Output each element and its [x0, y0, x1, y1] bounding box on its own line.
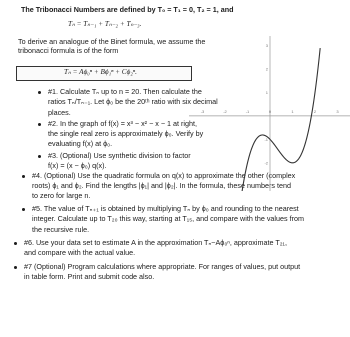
- item-5-line-3: the recursive rule.: [32, 225, 90, 234]
- item-6-line-2: and compare with the actual value.: [24, 248, 136, 257]
- bullet-dot: [14, 242, 17, 245]
- x-tick-label: -2: [223, 108, 227, 114]
- item-4-line-1: #4. (Optional) Use the quadratic formula on q(x) to approximate the other (complex: [32, 171, 296, 180]
- item-7-line-2: in table form. Print and submit code also.: [24, 272, 155, 281]
- intro-line-1: The Tribonacci Numbers are defined by T₀ = T₁ = 0, T₂ = 1, and: [21, 5, 234, 14]
- item-5-line-1: #5. The value of Tₙ₊₁ is obtained by multiplying Tₙ by ϕ₀ and rounding to the nearest: [32, 204, 299, 213]
- item-6-line-1: #6. Use your data set to estimate A in the approximation Tₙ~Aϕ₀ⁿ, approximate T₂₁,: [24, 238, 287, 247]
- binet-formula: Tₙ = Aϕ₀ⁿ + Bϕ₁ⁿ + Cϕ₂ⁿ.: [64, 68, 137, 76]
- y-tick-label: -1: [264, 136, 268, 142]
- item-2-line-1: #2. In the graph of f(x) = x³ − x² − x − 1 at right,: [48, 119, 198, 128]
- x-tick-label: 2: [313, 108, 317, 114]
- x-tick-label: 0: [268, 108, 272, 114]
- item-3-line-2: f(x) = (x − ϕ₀) q(x).: [48, 161, 107, 170]
- y-tick-label: -2: [264, 160, 268, 166]
- y-tick-label: 1: [265, 89, 268, 95]
- bullet-dot: [38, 155, 41, 158]
- item-5-line-2: integer. Calculate up to T₂₀ this way, starting at T₁₅, and compare with the values from: [32, 214, 304, 223]
- bullet-dot: [38, 123, 41, 126]
- item-7-line-1: #7 (Optional) Program calculations where appropriate. For ranges of values, put output: [24, 262, 301, 271]
- bullet-dot: [14, 266, 17, 269]
- function-curve: [241, 48, 320, 191]
- x-tick-label: -1: [245, 108, 250, 114]
- y-tick-label: 2: [265, 66, 268, 72]
- recurrence-formula: Tₙ = Tₙ₋₁ + Tₙ₋₂ + Tₙ₋₃.: [68, 20, 142, 28]
- item-1-line-1: #1. Calculate Tₙ up to n = 20. Then calculate the: [48, 87, 202, 96]
- x-tick-label: 1: [291, 108, 294, 114]
- y-tick-label: 3: [265, 42, 268, 48]
- x-tick-label: -3: [200, 108, 205, 114]
- intro-line-4: tribonacci formula is of the form: [18, 46, 119, 55]
- item-2-line-3: evaluating f(x) at ϕ₀.: [48, 139, 113, 148]
- item-4-line-3: to zero for large n.: [32, 191, 91, 200]
- item-2-line-2: the single real zero is approximately ϕ₀. Verify by: [48, 129, 204, 138]
- item-3-line-1: #3. (Optional) Use synthetic division to factor: [48, 151, 191, 160]
- intro-line-3: To derive an analogue of the Binet formula, we assume the: [18, 37, 206, 46]
- cubic-function-graph: [189, 36, 350, 191]
- bullet-dot: [22, 175, 25, 178]
- x-tick-label: 3: [336, 108, 339, 114]
- item-4-line-2: roots) ϕ₁ and ϕ₂. Find the lengths |ϕ₁| and |ϕ₂|. In the formula, these numbers tend: [32, 181, 291, 190]
- item-1-line-3: places.: [48, 108, 71, 117]
- bullet-dot: [22, 208, 25, 211]
- bullet-dot: [38, 91, 41, 94]
- item-1-line-2: ratios Tₙ/Tₙ₋₁. Let ϕ₀ be the 20ᵗʰ ratio with six decimal: [48, 97, 218, 106]
